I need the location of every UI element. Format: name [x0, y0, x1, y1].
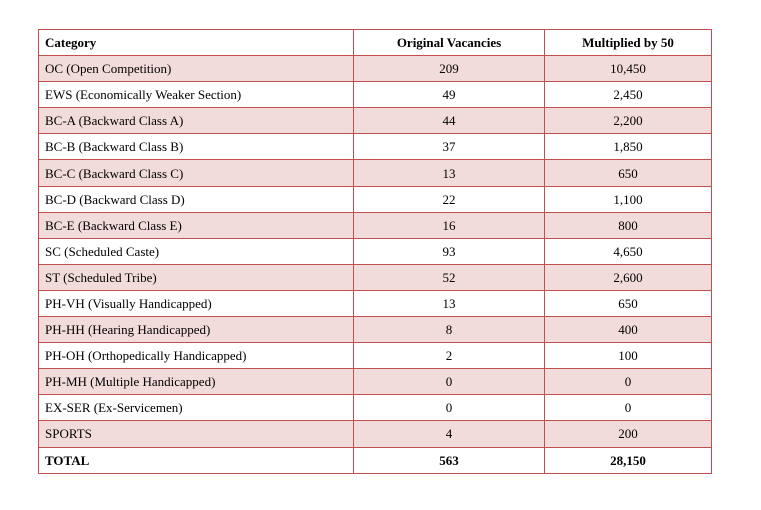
table-row [39, 82, 712, 108]
cell-multiplied-by-50: 100 [545, 343, 712, 369]
cell-original-vacancies: 16 [354, 212, 545, 238]
table-row [39, 134, 712, 160]
cell-category: BC-E (Backward Class E) [39, 212, 354, 238]
table-row [39, 421, 712, 447]
table-row [39, 290, 712, 316]
cell-multiplied-by-50: 200 [545, 421, 712, 447]
cell-original-vacancies: 22 [354, 186, 545, 212]
cell-original-vacancies: 93 [354, 238, 545, 264]
cell-category: BC-C (Backward Class C) [39, 160, 354, 186]
cell-original-vacancies: 8 [354, 317, 545, 343]
header-multiplied-by-50: Multiplied by 50 [545, 30, 712, 56]
cell-multiplied-by-50: 2,600 [545, 264, 712, 290]
cell-original-vacancies: 0 [354, 369, 545, 395]
cell-multiplied-by-50: 650 [545, 160, 712, 186]
vacancies-table [38, 29, 712, 474]
cell-multiplied-by-50: 650 [545, 290, 712, 316]
cell-multiplied-by-50: 0 [545, 369, 712, 395]
cell-multiplied-by-50: 1,850 [545, 134, 712, 160]
cell-original-vacancies: 52 [354, 264, 545, 290]
cell-category: PH-VH (Visually Handicapped) [39, 290, 354, 316]
table-body [39, 56, 712, 474]
cell-multiplied-by-50: 2,450 [545, 82, 712, 108]
cell-category: BC-A (Backward Class A) [39, 108, 354, 134]
cell-original-vacancies: 37 [354, 134, 545, 160]
vacancies-table-container [38, 29, 712, 474]
total-multiplied-by-50: 28,150 [545, 447, 712, 473]
cell-original-vacancies: 49 [354, 82, 545, 108]
cell-original-vacancies: 0 [354, 395, 545, 421]
header-original-vacancies: Original Vacancies [354, 30, 545, 56]
cell-original-vacancies: 13 [354, 290, 545, 316]
cell-multiplied-by-50: 2,200 [545, 108, 712, 134]
cell-multiplied-by-50: 800 [545, 212, 712, 238]
table-row [39, 212, 712, 238]
cell-category: BC-B (Backward Class B) [39, 134, 354, 160]
cell-category: EWS (Economically Weaker Section) [39, 82, 354, 108]
cell-multiplied-by-50: 0 [545, 395, 712, 421]
cell-category: PH-OH (Orthopedically Handicapped) [39, 343, 354, 369]
cell-original-vacancies: 44 [354, 108, 545, 134]
cell-original-vacancies: 209 [354, 56, 545, 82]
total-row [39, 447, 712, 473]
cell-multiplied-by-50: 1,100 [545, 186, 712, 212]
cell-category: BC-D (Backward Class D) [39, 186, 354, 212]
cell-category: SPORTS [39, 421, 354, 447]
table-row [39, 108, 712, 134]
cell-category: ST (Scheduled Tribe) [39, 264, 354, 290]
header-category: Category [39, 30, 354, 56]
table-row [39, 343, 712, 369]
table-row [39, 160, 712, 186]
cell-multiplied-by-50: 400 [545, 317, 712, 343]
cell-original-vacancies: 2 [354, 343, 545, 369]
table-header-row [39, 30, 712, 56]
cell-original-vacancies: 13 [354, 160, 545, 186]
cell-category: PH-MH (Multiple Handicapped) [39, 369, 354, 395]
table-row [39, 395, 712, 421]
cell-category: OC (Open Competition) [39, 56, 354, 82]
total-original-vacancies: 563 [354, 447, 545, 473]
table-row [39, 369, 712, 395]
table-row [39, 264, 712, 290]
table-row [39, 317, 712, 343]
cell-multiplied-by-50: 10,450 [545, 56, 712, 82]
cell-category: SC (Scheduled Caste) [39, 238, 354, 264]
cell-original-vacancies: 4 [354, 421, 545, 447]
cell-multiplied-by-50: 4,650 [545, 238, 712, 264]
cell-category: EX-SER (Ex-Servicemen) [39, 395, 354, 421]
table-row [39, 186, 712, 212]
table-row [39, 56, 712, 82]
total-label: TOTAL [39, 447, 354, 473]
cell-category: PH-HH (Hearing Handicapped) [39, 317, 354, 343]
table-row [39, 238, 712, 264]
